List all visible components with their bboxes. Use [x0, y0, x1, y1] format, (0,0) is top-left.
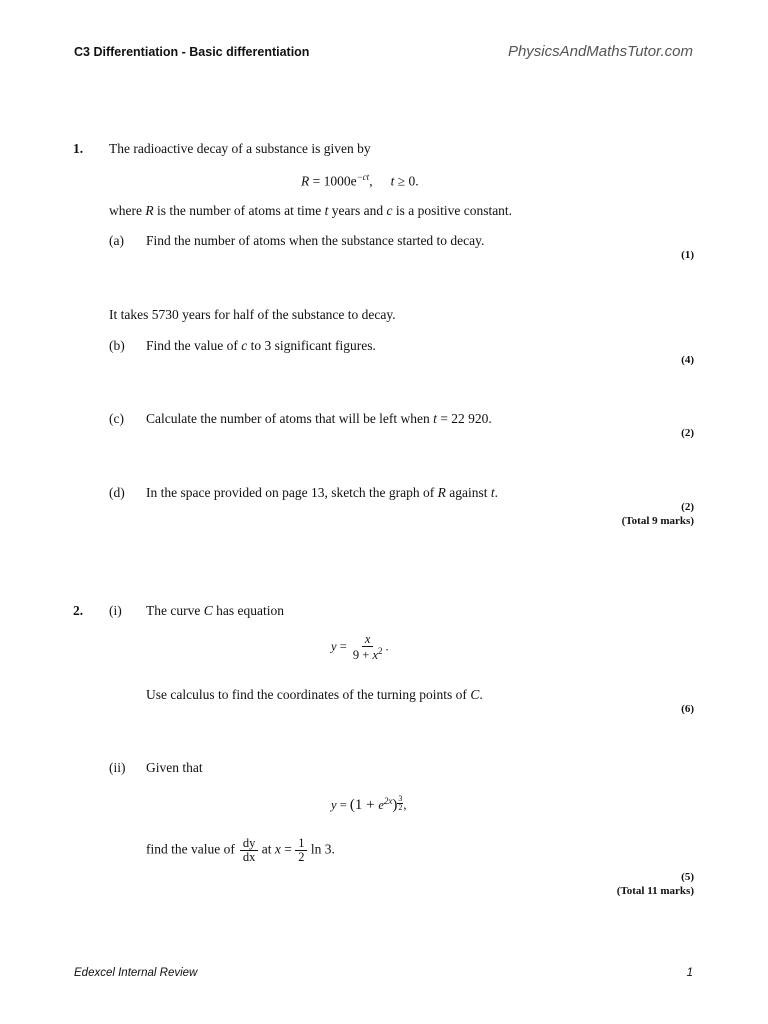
where-t: t [324, 203, 329, 218]
part-ii-marks: (5) [681, 871, 694, 883]
where-text-3: years and [328, 203, 387, 218]
part-ii-label: (ii) [109, 760, 126, 775]
find-text: find the value of [146, 841, 235, 857]
half-numerator: 1 [295, 837, 307, 851]
eq1-period: . [385, 639, 389, 654]
site-name: PhysicsAndMathsTutor.com [507, 43, 693, 60]
ln-text: ln 3. [307, 841, 335, 857]
part-i-c: C [203, 603, 213, 618]
where-c: c [386, 203, 393, 218]
eq1-equals: = [336, 639, 350, 654]
part-a-text: Find the number of atoms when the substance started to decay. [146, 233, 485, 248]
part-c-t: t [433, 411, 437, 426]
part-i-text [146, 603, 284, 619]
eq2-exponent: 2x [383, 795, 393, 806]
eq1-y: y [331, 639, 337, 654]
eq-t-var: t [390, 173, 395, 189]
where-text-1: where [109, 203, 146, 218]
part-b-label: (b) [109, 338, 125, 353]
eq2-equals: = [336, 798, 350, 812]
find-derivative-line [146, 837, 335, 864]
question-1-where [109, 203, 512, 219]
part-b-text [146, 338, 376, 354]
eq1-denominator-exponent: 2 [378, 646, 383, 657]
eq2-y: y [331, 798, 337, 812]
part-b-text-1: Find the value of [146, 338, 242, 353]
eq-condition: ≥ 0. [394, 173, 419, 189]
question-2-total: (Total 11 marks) [616, 885, 694, 897]
half-fraction [295, 837, 307, 864]
eq1-denominator-const: 9 + [352, 648, 373, 663]
eq-r-var: R [301, 173, 310, 189]
where-r: R [145, 203, 154, 218]
eq2-power-numerator: 3 [398, 794, 403, 803]
question-1-number: 1. [73, 141, 84, 156]
at-x: x [274, 841, 281, 857]
eq2-open-paren: (1 + [349, 797, 379, 813]
part-d-text [146, 485, 498, 501]
part-d-r: R [437, 485, 446, 500]
part-b-marks: (4) [681, 354, 694, 366]
at-equals: = [280, 841, 296, 857]
part-b-text-2: to 3 significant figures. [247, 338, 376, 353]
part-d-text-1: In the space provided on page 13, sketch the graph of [146, 485, 438, 500]
eq-comma: , [369, 173, 373, 189]
part-c-text [146, 411, 492, 427]
question-2-number: 2. [73, 603, 84, 618]
part-c-marks: (2) [681, 427, 694, 439]
part-b-c: c [241, 338, 248, 353]
eq1-numerator: x [364, 632, 371, 646]
part-a-marks: (1) [681, 249, 694, 261]
page-number: 1 [686, 967, 693, 979]
dy: dy [240, 837, 259, 851]
part-c-text-1: Calculate the number of atoms that will be left when [146, 411, 434, 426]
part-c-text-2: = 22 920. [436, 411, 492, 426]
part-d-marks: (2) [681, 501, 694, 513]
eq2-close-paren: ) [392, 797, 398, 813]
eq-value: = 1000e [309, 173, 357, 189]
part-i-instruction-c: C [470, 687, 480, 702]
where-text-4: is a positive constant. [392, 203, 513, 218]
part-i-instruction [146, 687, 483, 703]
part-ii-text: Given that [146, 760, 203, 775]
part-i-text-1: The curve [146, 603, 204, 618]
where-text-2: is the number of atoms at time [153, 203, 325, 218]
part-a-label: (a) [109, 233, 124, 248]
document-header-title: C3 Differentiation - Basic differentiation [74, 45, 310, 59]
part-i-label: (i) [109, 603, 122, 618]
eq-exponent: −ct [356, 172, 370, 182]
given-equation [331, 795, 407, 814]
part-c-label: (c) [109, 411, 124, 426]
part-d-text-3: . [494, 485, 499, 500]
part-i-instruction-1: Use calculus to find the coordinates of the turning points of [146, 687, 471, 702]
part-d-text-2: against [445, 485, 491, 500]
half-denominator: 2 [298, 850, 305, 865]
question-1-intro: The radioactive decay of a substance is given by [109, 141, 371, 156]
eq2-comma: , [403, 798, 407, 812]
half-life-text: It takes 5730 years for half of the substance to decay. [109, 307, 396, 322]
dx: dx [242, 850, 256, 865]
question-1-equation [301, 172, 419, 190]
eq1-denominator-x: x [372, 648, 378, 663]
eq1-fraction [350, 633, 386, 662]
at-text: at [258, 841, 275, 857]
footer-source: Edexcel Internal Review [74, 967, 198, 979]
question-1-total: (Total 9 marks) [621, 515, 694, 527]
part-d-label: (d) [109, 485, 125, 500]
eq2-e: e [378, 798, 384, 812]
part-i-instruction-2: . [479, 687, 483, 702]
part-d-t: t [490, 485, 495, 500]
dy-dx-fraction [240, 837, 259, 864]
eq2-power-denominator: 2 [398, 803, 403, 813]
part-i-text-2: has equation [212, 603, 284, 618]
part-i-marks: (6) [681, 703, 694, 715]
curve-equation [331, 633, 389, 662]
